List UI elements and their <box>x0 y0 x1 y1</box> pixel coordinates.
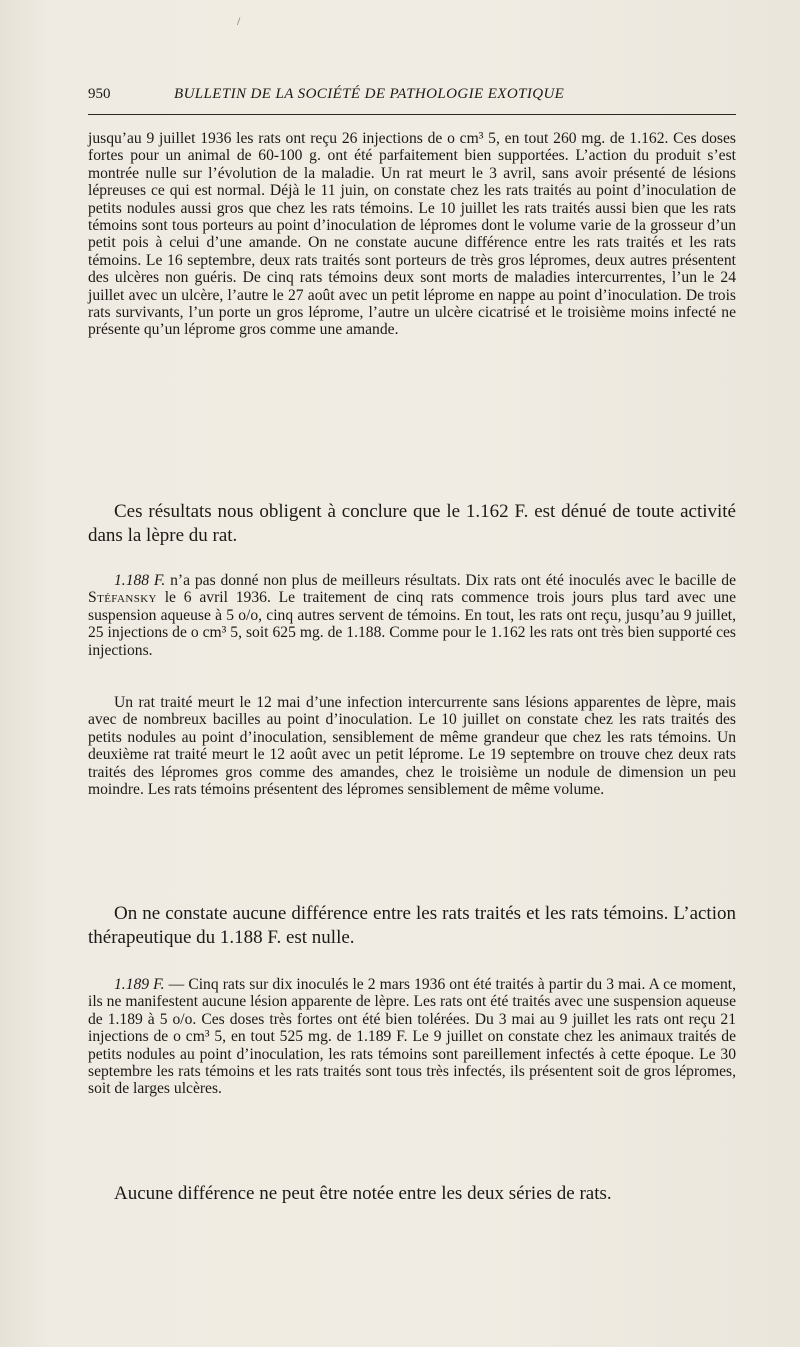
paragraph-1188-text-b: le 6 avril 1936. Le traitement de cinq rats commence trois jours plus tard avec une suspension aqueuse à 5 o/o, cinq autres servent de témoins. En tout, les rats ont reçu, jusqu’au 9 juillet, 25 injections de o cm³ 5, soit 625 mg. de 1.188. Comme pour le 1.162 les rats ont très bien supporté ces injections. <box>88 589 736 659</box>
conclusion-1189: Aucune différence ne peut être notée entre les deux séries de rats. <box>114 1183 612 1204</box>
paragraph-1188-results: Un rat traité meurt le 12 mai d’une infection intercurrente sans lésions apparentes de lèpre, mais avec de nombreux bacilles au point d’inoculation. Le 10 juillet on constate chez les rats traités des petits nodules au point d’inoculation, sensiblement de même grandeur que chez les rats témoins. Un deuxième rat traité meurt le 12 août avec un petit léprome. Le 19 septembre on trouve chez deux rats traités des lépromes gros comme des amandes, chez le troisième un nodule de dimension un peu moindre. Les rats témoins présentent des lépromes sensiblement de même volume. <box>88 694 736 799</box>
margin-mark: / <box>237 14 241 28</box>
author-name: Stéfansky <box>88 589 157 607</box>
paragraph-1188-intro <box>88 572 736 659</box>
running-header <box>88 84 736 115</box>
paragraph-1162-results: jusqu’au 9 juillet 1936 les rats ont reçu 26 injections de o cm³ 5, en tout 260 mg. de 1.162. Ces doses fortes pour un animal de 60-100 g. ont été parfaitement bien supportées. L’action du produit s’est montrée nulle sur l’évolution de la maladie. Un rat meurt le 3 avril, sans avoir présenté de lésions lépreuses ce qui est normal. Déjà le 11 juin, on constate chez les rats traités au point d’inoculation de petits nodules aussi gros que chez les rats témoins. Le 10 juillet les rats traités aussi bien que les rats témoins sont tous porteurs au point d’inoculation de lépromes dont le volume varie de la grosseur d’un petit pois à celui d’une amande. On ne constate aucune différence entre les rats traités et les rats témoins. Le 16 septembre, deux rats traités sont porteurs de très gros lépromes, deux autres présentent des ulcères non guéris. De cinq rats témoins deux sont morts de maladies intercurrentes, l’un le 24 juillet avec un ulcère, l’autre le 27 août avec un petit léprome en nappe au point d’inoculation. De trois rats survivants, l’un porte un gros léprome, l’autre un ulcère cicatrisé et le troisième moins infecté ne présente qu’un léprome gros comme une amande. <box>88 130 736 339</box>
paragraph-1189 <box>88 976 736 1098</box>
conclusion-1162: Ces résultats nous obligent à conclure que le 1.162 F. est dénué de toute activité dans la lèpre du rat. <box>88 501 736 546</box>
conclusion-1188: On ne constate aucune différence entre les rats traités et les rats témoins. L’action thérapeutique du 1.188 F. est nulle. <box>88 903 736 948</box>
compound-name-1189: 1.189 F. <box>114 976 165 993</box>
compound-name-1188: 1.188 F. <box>114 572 166 589</box>
running-title: BULLETIN DE LA SOCIÉTÉ DE PATHOLOGIE EXOTIQUE <box>174 86 565 102</box>
paragraph-1189-text: — Cinq rats sur dix inoculés le 2 mars 1936 ont été traités à partir du 3 mai. A ce moment, ils ne manifestent aucune lésion apparente de lèpre. Les rats ont été traités avec une suspension aqueuse de 1.189 à 5 o/o. Ces doses très fortes ont été bien tolérées. Du 3 mai au 9 juillet les rats ont reçu 21 injections de o cm³ 5, en tout 525 mg. de 1.189 F. Le 9 juillet on constate chez les animaux traités de petits nodules au point d’inoculation, les rats témoins sont pareillement infectés à cette époque. Le 30 septembre les rats témoins et les rats traités sont tous très infectés, ils présentent soit de gros lépromes, soit de larges ulcères. <box>88 976 736 1098</box>
paragraph-1188-text-a: n’a pas donné non plus de meilleurs résultats. Dix rats ont été inoculés avec le bacille de <box>165 572 736 589</box>
page-number: 950 <box>88 86 111 102</box>
